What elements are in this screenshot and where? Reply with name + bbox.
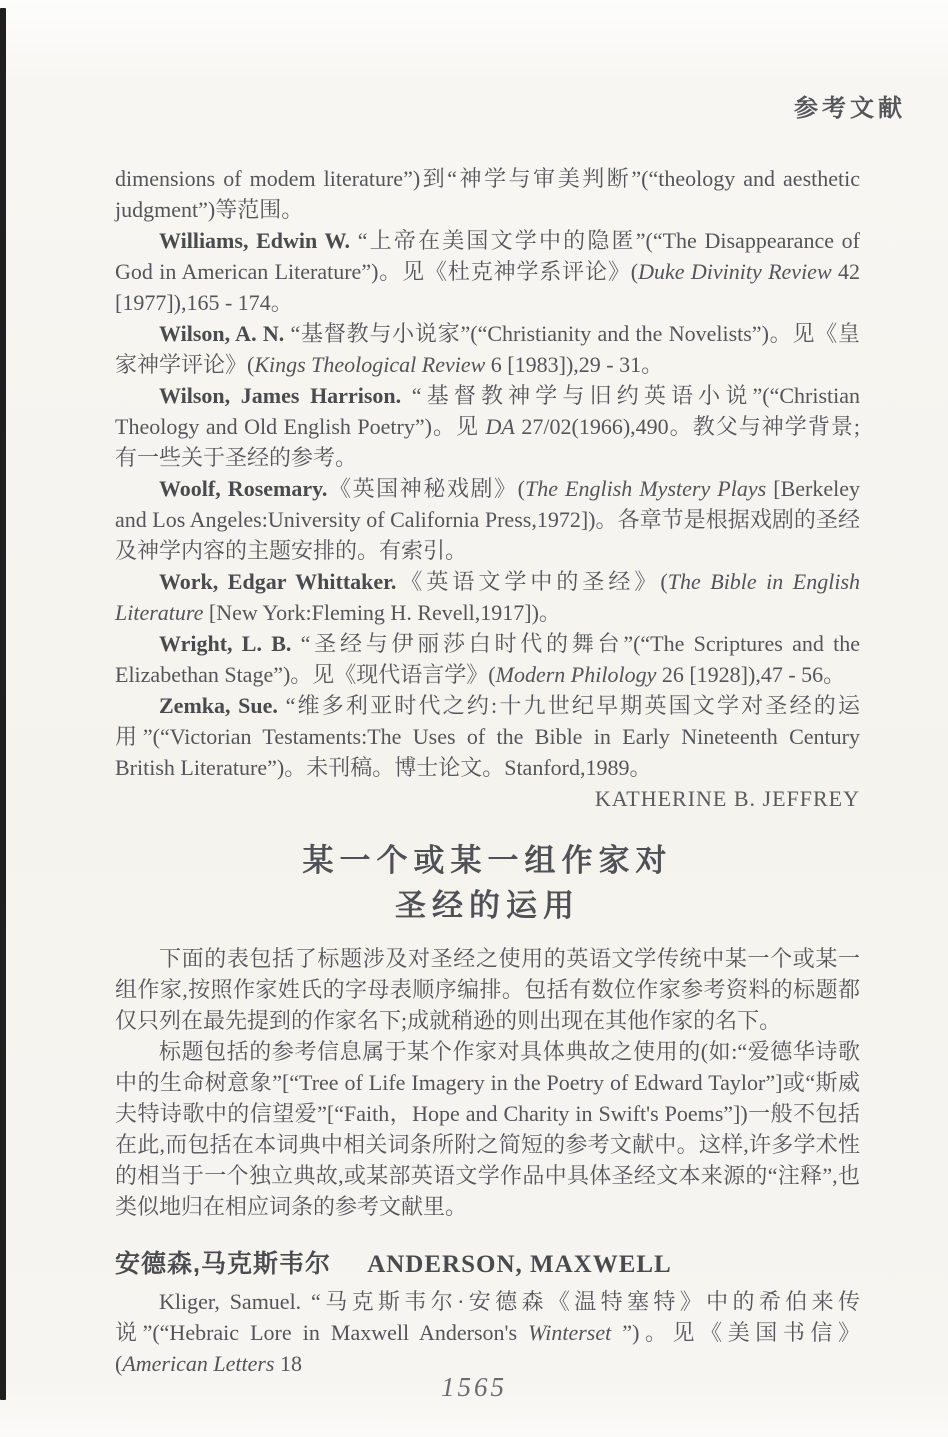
text-segment: 26 [1928]),47 - 56。	[656, 662, 846, 687]
bibliography-continuation-paragraph	[115, 163, 860, 225]
bibliography-entries	[115, 225, 860, 783]
text-segment: Modern Philology	[495, 662, 657, 687]
bibliography-entry	[115, 380, 860, 473]
bibliography-entry	[115, 566, 860, 628]
contributor-signature: KATHERINE B. JEFFREY	[594, 786, 860, 811]
bibliography-entry	[115, 225, 860, 318]
bibliography-entry	[115, 628, 860, 690]
author-bibliography-entries	[115, 1286, 860, 1379]
text-segment: [Berkeley and Los Angeles:University of California Press,1972])。各章节是根据戏剧的圣经及神学内容的主题安排的。有索引。	[115, 476, 860, 563]
text-segment: 《英语文学中的圣经》(	[396, 569, 668, 594]
bibliography-entry	[115, 1286, 860, 1379]
text-segment: “上帝在美国文学中的隐匿”(“The Disappearance of God in American Literature”)。见《杜克神学系评论》(	[115, 228, 860, 284]
scan-edge-artifact	[0, 8, 6, 1400]
text-segment: DA	[485, 414, 515, 439]
text-segment: 标题包括的参考信息属于某个作家对具体典故之使用的(如:“爱德华诗歌中的生命树意象”[“Tree of Life Imagery in the Poetry of Edward Taylor”]或“斯威夫特诗歌中的信望爱”[“Faith，Hope and Charity in Swift's Poems”])一般不包括在此,而包括在本词典中相关词条所附之简短的参考文献中。这样,许多学术性的相当于一个独立典故,或某部英语文学作品中具体圣经文本来源的“注释”,也类似地归在相应词条的参考文献里。	[115, 1039, 860, 1219]
intro-paragraph	[115, 1036, 860, 1222]
text-segment: “基督教与小说家”(“Christianity and the Novelists”)。见《皇家神学评论》(	[115, 321, 860, 377]
bibliography-entry	[115, 318, 860, 380]
text-segment: Wright, L. B.	[159, 631, 301, 656]
text-segment: Wilson, James Harrison.	[159, 383, 412, 408]
text-segment: 下面的表包括了标题涉及对圣经之使用的英语文学传统中某一个或某一组作家,按照作家姓氏的字母表顺序编排。包括有数位作家参考资料的标题都仅只列在最先提到的作家名下;成就稍逊的则出现在其他作家的名下。	[115, 946, 860, 1033]
text-segment: American Letters	[122, 1351, 275, 1376]
bibliography-entry	[115, 690, 860, 783]
text-segment: Kings Theological Review	[254, 352, 486, 377]
text-segment: Wilson, A. N.	[159, 321, 291, 346]
text-segment: Work, Edgar Whittaker.	[159, 569, 397, 594]
section-title-line1: 某一个或某一组作家对	[302, 843, 673, 878]
text-segment: Duke Divinity Review	[638, 259, 832, 284]
page-number: 1565	[441, 1372, 507, 1402]
section-title	[115, 838, 860, 928]
running-head: 参考文献	[794, 95, 906, 122]
text-segment: 6 [1983]),29 - 31。	[485, 352, 664, 377]
text-segment: The Bible in English Literature	[115, 569, 861, 625]
text-segment: “圣经与伊丽莎白时代的舞台”(“The Scriptures and the Elizabethan Stage”)。见《现代语言学》(	[115, 631, 860, 687]
text-segment: 27/02(1966),490。教父与神学背景;有一些关于圣经的参考。	[115, 414, 860, 470]
author-name-english: ANDERSON, MAXWELL	[367, 1251, 672, 1278]
text-segment: “基督教神学与旧约英语小说”(“Christian Theology and Old English Poetry”)。见	[115, 383, 860, 439]
text-segment: 18	[274, 1351, 302, 1376]
text-segment: 42 [1977]),165 - 174。	[115, 259, 860, 315]
text-segment: Zemka, Sue.	[159, 693, 286, 718]
page-content	[115, 163, 860, 1379]
text-segment: Williams, Edwin W.	[159, 228, 358, 253]
text-segment: Woolf, Rosemary.	[159, 476, 328, 501]
text-segment: dimensions of modem literature”)到“神学与审美判断”(“theology and aesthetic judgment”)等范围。	[115, 166, 860, 222]
author-name-chinese: 安德森,马克斯韦尔	[115, 1250, 331, 1278]
bibliography-entry	[115, 473, 860, 566]
text-segment: “维多利亚时代之约:十九世纪早期英国文学对圣经的运用”(“Victorian Testaments:The Uses of the Bible in Early Nineteenth Century British Literature”)。未刊稿。博士论文。Stanford,1989。	[115, 693, 860, 780]
text-segment: 《英国神秘戏剧》(	[327, 476, 525, 501]
intro-paragraph	[115, 943, 860, 1036]
text-segment: The English Mystery Plays	[524, 476, 767, 501]
section-title-line2: 圣经的运用	[395, 888, 580, 923]
text-segment: Kliger, Samuel. “马克斯韦尔·安德森《温特塞特》中的希伯来传说”(“Hebraic Lore in Maxwell Anderson's	[115, 1289, 860, 1345]
text-segment: ”)。见《美国书信》(	[115, 1320, 860, 1376]
section-intro-paragraphs	[115, 943, 860, 1222]
text-segment: Winterset	[528, 1320, 612, 1345]
text-segment: [New York:Fleming H. Revell,1917])。	[203, 600, 561, 625]
author-entry-heading	[115, 1249, 860, 1280]
